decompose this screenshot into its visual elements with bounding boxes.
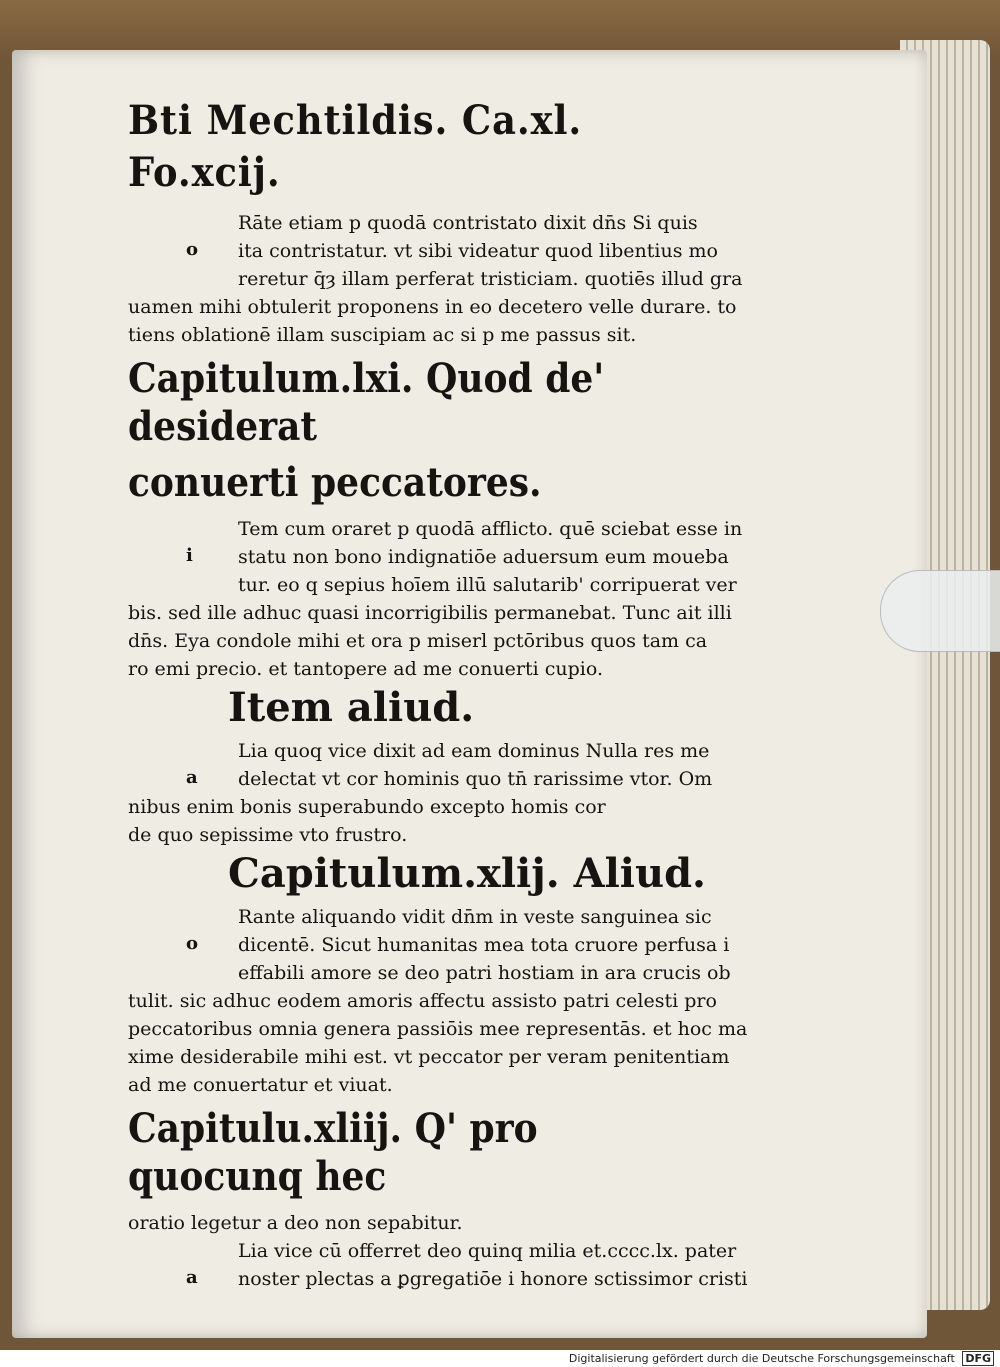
- text-line: ita contristatur. vt sibi videatur quod libentius mo: [238, 240, 718, 262]
- text-line: nibus enim bonis superabundo excepto homis cor: [128, 796, 606, 818]
- text-line: delectat vt cor hominis quo tn̄ rarissime vtor. Om: [238, 768, 713, 790]
- paragraph: [128, 903, 768, 1099]
- text-line: reretur q̄ȝ illam perferat tristiciam. quotiēs illud gra: [238, 268, 743, 290]
- text-line: Tem cum oraret p quodā afflicto. quē sciebat esse in: [238, 518, 743, 540]
- paragraph-lines: [128, 1237, 768, 1293]
- paragraph-lines: [128, 737, 768, 849]
- paragraph: [128, 209, 768, 349]
- text-line: Rāte etiam p quodā contristato dixit dn̄s Si quis: [238, 212, 698, 234]
- paragraph: [128, 737, 768, 849]
- text-line: peccatoribus omnia genera passiōis mee representās. et hoc ma: [128, 1018, 748, 1040]
- chapter-heading: Capitulu.xliij. Q' pro quocunq hec: [128, 1105, 538, 1200]
- text-line: tulit. sic adhuc eodem amoris affectu assisto patri celesti pro: [128, 990, 717, 1012]
- paragraph-lines: [128, 903, 768, 1099]
- dfg-logo: DFG: [962, 1351, 994, 1366]
- guide-letter: o: [186, 239, 199, 260]
- text-line: noster plectas a ꝑgregatiōe i honore sctissimor cristi: [238, 1268, 748, 1290]
- text-line: dicentē. Sicut humanitas mea tota cruore perfusa i: [238, 934, 730, 956]
- page-clip: [880, 570, 1000, 652]
- section-heading: Capitulum.xlij. Aliud.: [228, 850, 706, 897]
- running-head: Bti Mechtildis. Ca.xl. Fo.xcij.: [128, 97, 583, 196]
- text-line: Rante aliquando vidit dn̄m in veste sanguinea sic: [238, 906, 712, 928]
- text-blocks: [128, 209, 768, 1293]
- paragraph-lines: [128, 515, 768, 683]
- text-line: ro emi precio. et tantopere ad me conuerti cupio.: [128, 658, 604, 680]
- text-line: effabili amore se deo patri hostiam in ara crucis ob: [238, 962, 731, 984]
- text-line: uamen mihi obtulerit proponens in eo decetero velle durare. to: [128, 296, 737, 318]
- paragraph: [128, 1209, 768, 1237]
- footer: [569, 1352, 994, 1365]
- text-line: oratio legetur a deo non sepabitur.: [128, 1212, 463, 1234]
- paragraph: [128, 1237, 768, 1293]
- guide-letter: a: [186, 1267, 198, 1288]
- text-line: de quo sepissime vto frustro.: [128, 824, 408, 846]
- section-heading: Item aliud.: [228, 684, 475, 731]
- page-text: [128, 95, 768, 1293]
- text-line: dn̄s. Eya condole mihi et ora p miserl pctōribus quos tam ca: [128, 630, 708, 652]
- text-line: xime desiderabile mihi est. vt peccator per veram penitentiam: [128, 1046, 730, 1068]
- text-line: Lia vice cū offerret deo quinq milia et.cccc.lx. pater: [238, 1240, 737, 1262]
- guide-letter: i: [186, 545, 193, 566]
- paragraph-lines: [128, 209, 768, 349]
- chapter-heading: Capitulum.lxi. Quod de' desiderat: [128, 355, 605, 450]
- paragraph-lines: [128, 1209, 768, 1237]
- text-line: bis. sed ille adhuc quasi incorrigibilis permanebat. Tunc ait illi: [128, 602, 732, 624]
- text-line: ad me conuertatur et viuat.: [128, 1074, 393, 1096]
- guide-letter: o: [186, 933, 199, 954]
- text-line: tiens oblationē illam suscipiam ac si p me passus sit.: [128, 324, 637, 346]
- text-line: tur. eo q sepius hoīem illū salutarib' corripuerat ver: [238, 574, 737, 596]
- footer-text: Digitalisierung gefördert durch die Deutsche Forschungsgemeinschaft: [568, 1352, 955, 1365]
- text-line: Lia quoq vice dixit ad eam dominus Nulla res me: [238, 740, 710, 762]
- guide-letter: a: [186, 767, 198, 788]
- text-line: statu non bono indignatiōe aduersum eum moueba: [238, 546, 729, 568]
- chapter-heading: conuerti peccatores.: [128, 459, 542, 506]
- paragraph: [128, 515, 768, 683]
